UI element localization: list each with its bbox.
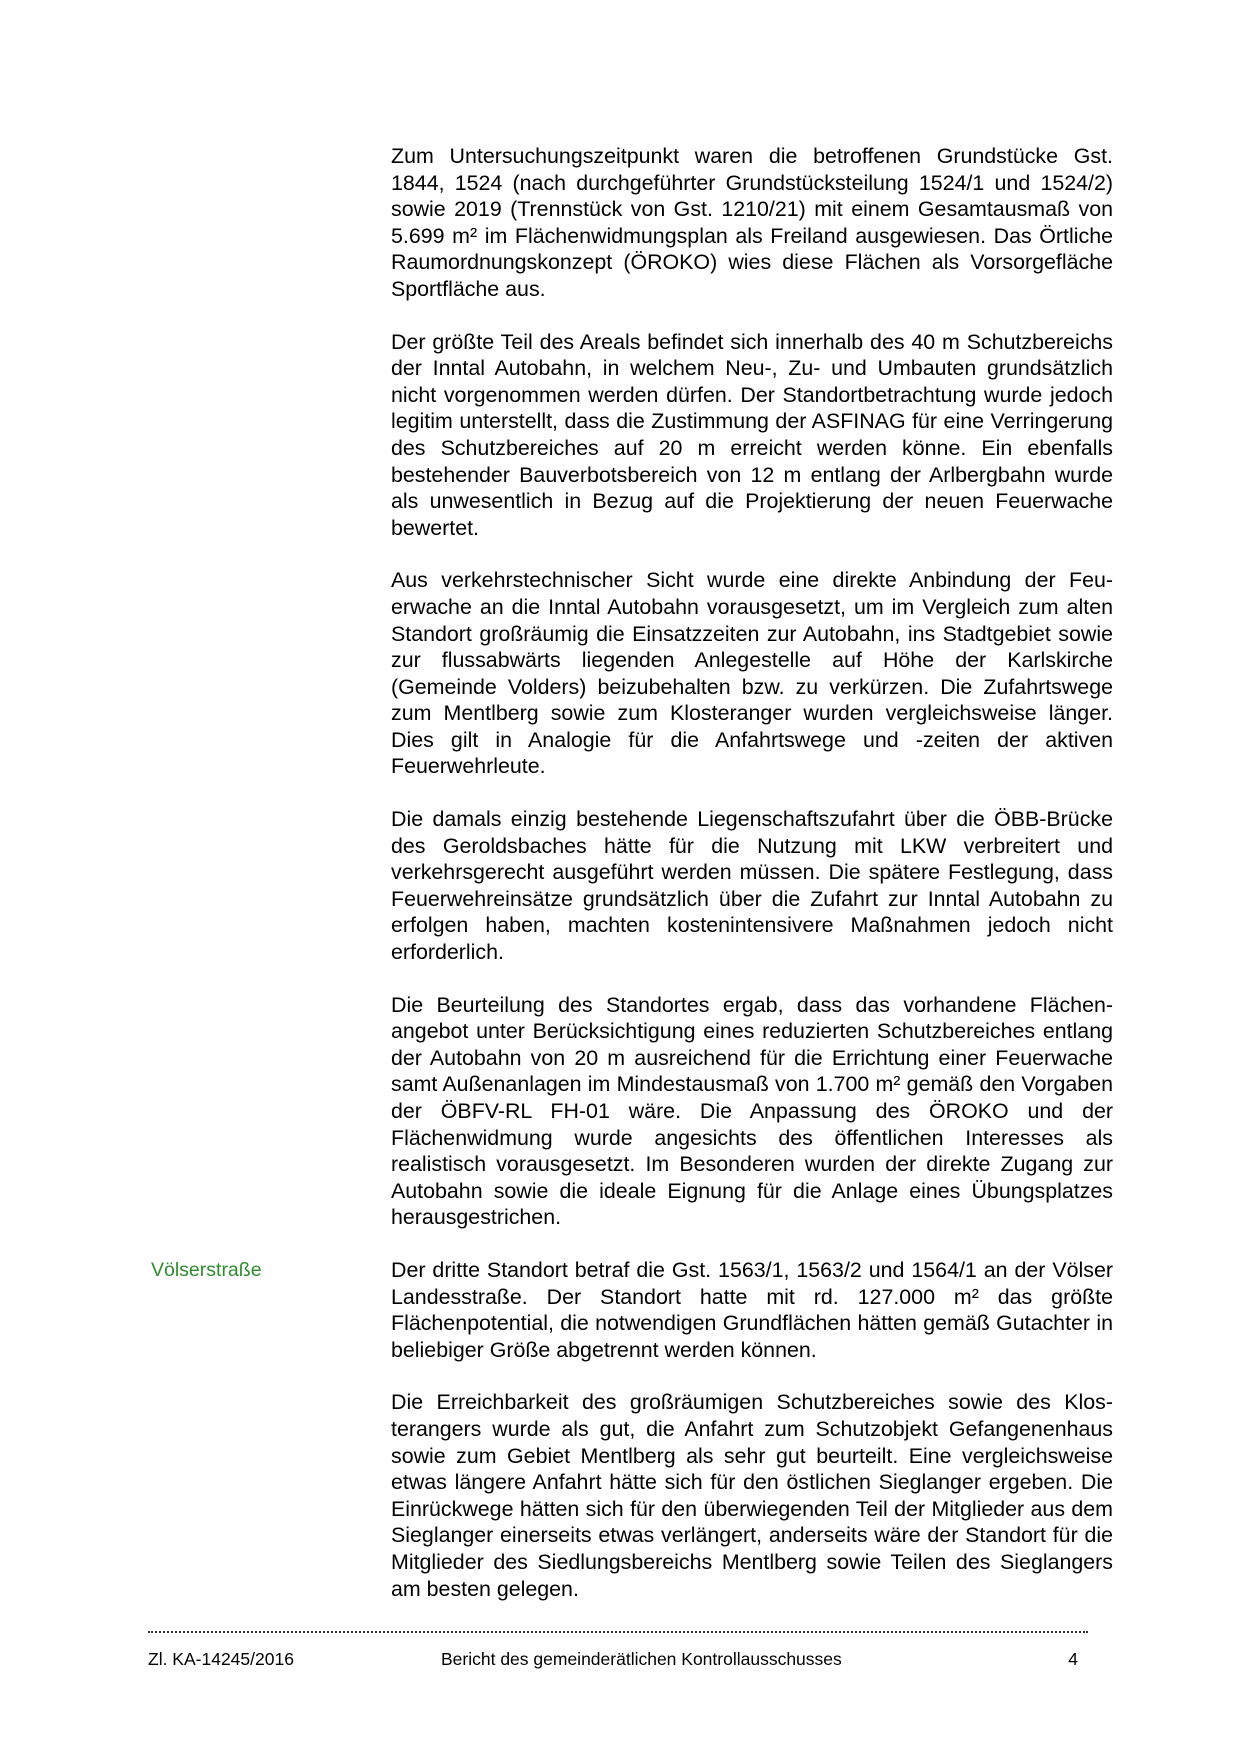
footer-title: Bericht des gemeinderätlichen Kontrollausschusses <box>441 1649 842 1669</box>
section-paragraph-2: Die Erreichbarkeit des großräumigen Schutzbereiches sowie des Klosterangers wurde als gut, die Anfahrt zum Schutzobjekt Gefangenenhaus sowie zum Gebiet Mentlberg als sehr gut beurteilt. Eine vergleichsweise etwas längere Anfahrt hätte sich für den östlichen Sieglanger ergeben. Die Einrückwege hätten sich für den überwiegenden Teil der Mitglieder aus dem Sieglanger einerseits etwas verlängert, anderseits wäre der Standort für die Mitglieder des Siedlungsbereichs Mentlberg sowie Teilen des Sieglangers am besten gelegen. <box>391 1390 1113 1601</box>
paragraph-4: Die damals einzig bestehende Liegenschaftszufahrt über die ÖBB-Brücke des Geroldsbaches hätte für die Nutzung mit LKW verbreitert und verkehrsgerecht ausgeführt werden müssen. Die spätere Festlegung, dass Feuerwehreinsätze grundsätzlich über die Zufahrt zur Inntal Autobahn zu erfolgen haben, machten kostenintensivere Maßnahmen jedoch nicht erforderlich. <box>391 807 1113 965</box>
section-voelserstrasse <box>151 1257 1113 1602</box>
paragraph-2: Der größte Teil des Areals befindet sich innerhalb des 40 m Schutzbereichs der Inntal Autobahn, in welchem Neu-, Zu- und Umbauten grundsätzlich nicht vorgenommen werden dürfen. Der Standortbetrachtung wurde jedoch legitim unterstellt, dass die Zustimmung der ASFINAG für eine Verringerung des Schutzbereiches auf 20 m erreicht werden könne. Ein ebenfalls bestehender Bauverbotsbereich von 12 m entlang der Arlbergbahn wurde als unwesentlich in Bezug auf die Projektierung der neuen Feuerwache bewertet. <box>391 329 1113 540</box>
section-margin-label: Völserstraße <box>151 1258 262 1281</box>
paragraph-3: Aus verkehrstechnischer Sicht wurde eine direkte Anbindung der Feuerwache an die Inntal Autobahn vorausgesetzt, um im Vergleich zum alten Standort großräumig die Einsatzzeiten zur Autobahn, ins Stadtgebiet sowie zur flussabwärts liegenden Anlegestelle auf Höhe der Karlskirche (Gemeinde Volders) beizubehalten bzw. zu verkürzen. Die Zufahrtswege zum Mentlberg sowie zum Klosteranger wurden vergleichsweise länger. Dies gilt in Analogie für die Anfahrtswege und -zeiten der aktiven Feuerwehrleute. <box>391 568 1113 779</box>
paragraph-1: Zum Untersuchungszeitpunkt waren die betroffenen Grundstücke Gst. 1844, 1524 (nach durchgeführter Grundstücksteilung 1524/1 und 1524/2) sowie 2019 (Trennstück von Gst. 1210/21) mit einem Gesamtausmaß von 5.699 m² im Flächenwidmungsplan als Freiland ausgewiesen. Das Örtliche Raumordnungskonzept (ÖROKO) wies diese Flächen als Vorsorgefläche Sportfläche aus. <box>391 144 1113 301</box>
section-paragraph-1: Der dritte Standort betraf die Gst. 1563/1, 1563/2 und 1564/1 an der Völser Landesstraße. Der Standort hatte mit rd. 127.000 m² das größte Flächenpotential, die notwendigen Grundflächen hätten gemäß Gutachter in beliebiger Größe abgetrennt werden können. <box>391 1257 1113 1362</box>
footer-divider <box>148 1631 1088 1633</box>
report-body <box>151 143 1113 1628</box>
page-number: 4 <box>1068 1649 1078 1669</box>
footer-reference: Zl. KA-14245/2016 <box>148 1649 294 1669</box>
paragraph-5: Die Beurteilung des Standortes ergab, dass das vorhandene Flächenangebot unter Berücksichtigung eines reduzierten Schutzbereiches entlang der Autobahn von 20 m ausreichend für die Errichtung einer Feuerwache samt Außenanlagen im Mindestausmaß von 1.700 m² gemäß den Vorgaben der ÖBFV-RL FH-01 wäre. Die Anpassung des ÖROKO und der Flächenwidmung wurde angesichts des öffentlichen Interesses als realistisch vorausgesetzt. Im Besonderen wurden der direkte Zugang zur Autobahn sowie die ideale Eignung für die Anlage eines Übungsplatzes herausgestrichen. <box>391 992 1113 1230</box>
